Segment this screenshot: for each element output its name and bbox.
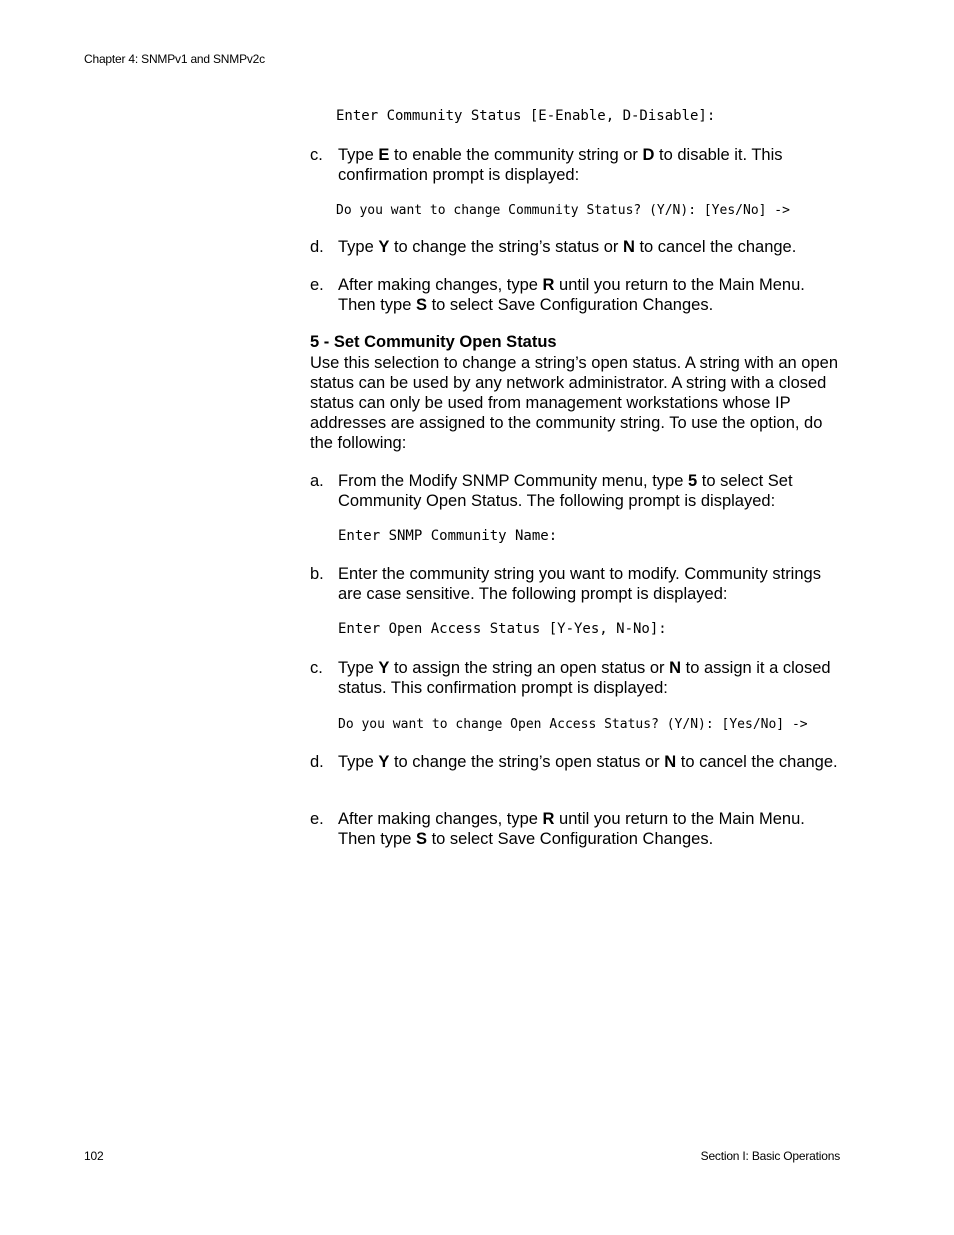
prompt-change-open-access-status: Do you want to change Open Access Status? (Y/N): [Yes/No] -> [338,717,808,732]
step-e-save-changes [310,275,840,315]
step-text: Type Y to change the string’s open status or N to cancel the change. [338,753,838,771]
prompt-community-status: Enter Community Status [E-Enable, D-Disable]: [336,108,716,124]
step-d-change-status [310,237,840,257]
prompt-community-name: Enter SNMP Community Name: [338,528,558,544]
running-footer-section: Section I: Basic Operations [700,1149,840,1163]
step-text: After making changes, type R until you return to the Main Menu. Then type S to select Save Configuration Changes. [338,810,805,848]
step-a-select-option [310,471,840,511]
prompt-change-community-status: Do you want to change Community Status? (Y/N): [Yes/No] -> [336,203,790,218]
step-label: e. [310,276,324,294]
step-text: Enter the community string you want to modify. Community strings are case sensitive. The following prompt is displayed: [338,565,821,603]
prompt-open-access-status: Enter Open Access Status [Y-Yes, N-No]: [338,621,667,637]
step-c-assign-status [310,658,840,698]
step-label: a. [310,472,324,490]
step-label: d. [310,238,324,256]
step-text: Type Y to change the string’s status or N to cancel the change. [338,238,797,256]
section-intro: Use this selection to change a string’s open status. A string with an open status can be used by any network administrator. A string with a closed status can only be used from management workstations whose IP addresses are assigned to the community string. To use the option, do the following: [310,354,839,452]
step-label: c. [310,659,323,677]
step-text: Type E to enable the community string or D to disable it. This confirmation prompt is displayed: [338,146,783,184]
step-label: e. [310,810,324,828]
section-heading: 5 - Set Community Open Status [310,333,557,351]
page-number: 102 [84,1149,104,1163]
step-label: c. [310,146,323,164]
step-label: b. [310,565,324,583]
step-d-change-open-status [310,752,840,772]
step-text: After making changes, type R until you return to the Main Menu. Then type S to select Save Configuration Changes. [338,276,805,314]
step-label: d. [310,753,324,771]
step-e-save-changes-2 [310,809,840,849]
step-text: Type Y to assign the string an open status or N to assign it a closed status. This confirmation prompt is displayed: [338,659,831,697]
step-text: From the Modify SNMP Community menu, type 5 to select Set Community Open Status. The following prompt is displayed: [338,472,793,510]
step-b-enter-string [310,564,840,604]
running-header: Chapter 4: SNMPv1 and SNMPv2c [84,52,265,66]
step-c-enable-disable [310,145,840,185]
